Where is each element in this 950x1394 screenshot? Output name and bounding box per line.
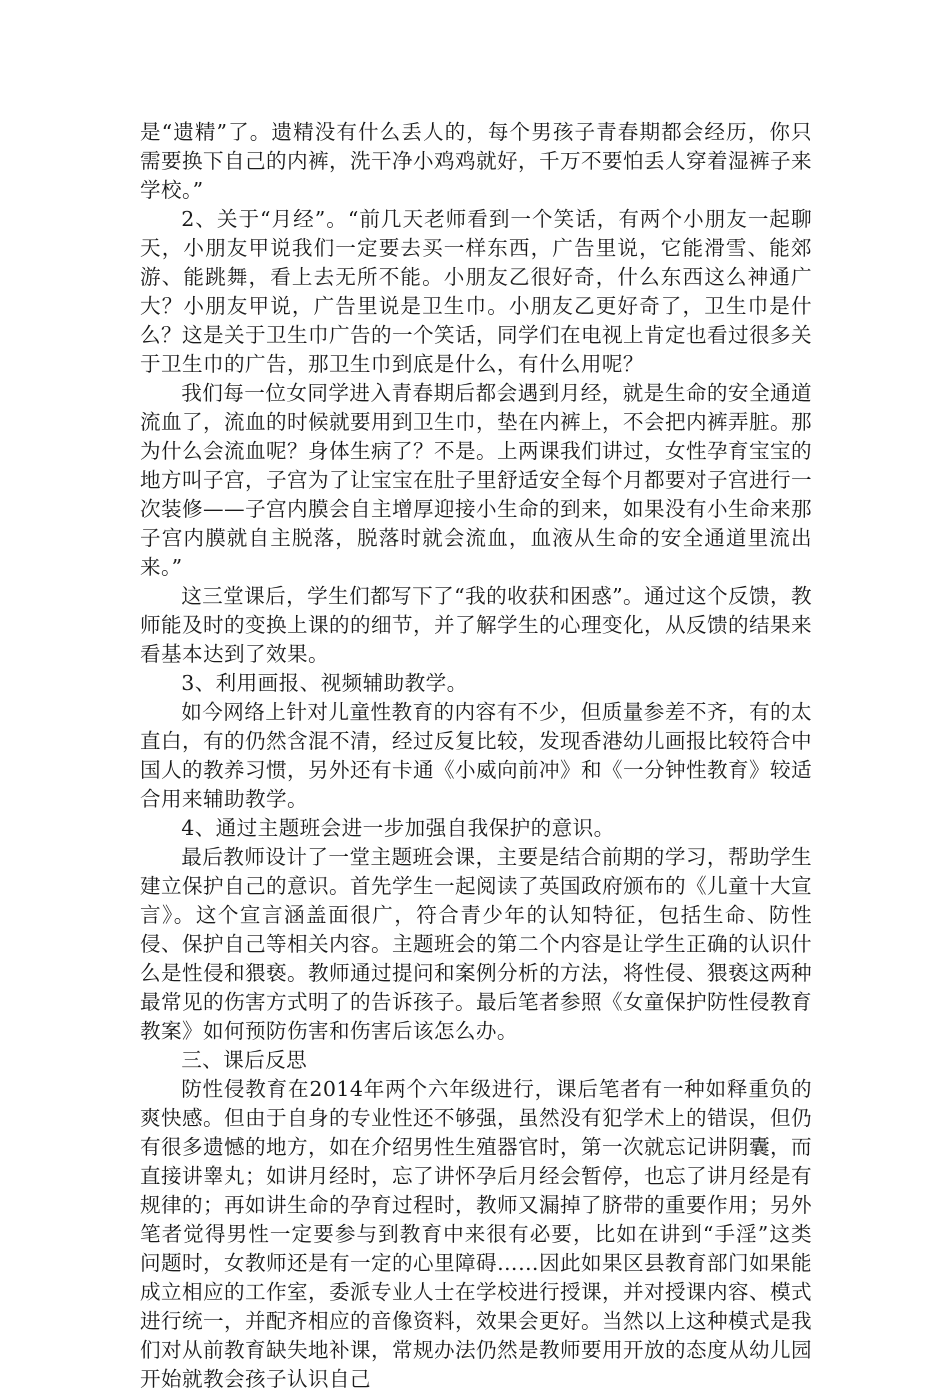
- paragraph-reflection: 防性侵教育在2014年两个六年级进行，课后笔者有一种如释重负的爽快感。但由于自身的专业性还不够强，虽然没有犯学术上的错误，但仍有很多遗憾的地方，如在介绍男性生殖器官时，第一次就忘记讲阴囊，而直接讲睾丸；如讲月经时，忘了讲怀孕后月经会暂停，也忘了讲月经是有规律的；再如讲生命的孕育过程时，教师又漏掉了脐带的重要作用；另外笔者觉得男性一定要参与到教育中来很有必要，比如在讲到“手淫”这类问题时，女教师还是有一定的心里障碍……因此如果区县教育部门如果能成立相应的工作室，委派专业人士在学校进行授课，并对授课内容、模式进行统一，并配齐相应的音像资料，效果会更好。当然以上这种模式是我们对从前教育缺失地补课，常规办法仍然是教师要用开放的态度从幼儿园开始就教会孩子认识自己: [140, 1077, 812, 1391]
- paragraph-menstruation-explanation: 我们每一位女同学进入青春期后都会遇到月经，就是生命的安全通道流血了，流血的时候就要用到卫生巾，垫在内裤上，不会把内裤弄脏。那为什么会流血呢？身体生病了？不是。上两课我们讲过，女性孕育宝宝的地方叫子宫，子宫为了让宝宝在肚子里舒适安全每个月都要对子宫进行一次装修——子宫内膜会自主增厚迎接小生命的到来，如果没有小生命来那子宫内膜就自主脱落，脱落时就会流血，血液从生命的安全通道里流出来。”: [140, 381, 812, 579]
- paragraph-feedback: 这三堂课后，学生们都写下了“我的收获和困惑”。通过这个反馈，教师能及时的变换上课的的细节，并了解学生的心理变化，从反馈的结果来看基本达到了效果。: [140, 584, 812, 666]
- document-body: [140, 118, 812, 1394]
- paragraph-media: 如今网络上针对儿童性教育的内容有不少，但质量参差不齐，有的太直白，有的仍然含混不清，经过反复比较，发现香港幼儿画报比较符合中国人的教养习惯，另外还有卡通《小威向前冲》和《一分钟性教育》较适合用来辅助教学。: [140, 700, 812, 811]
- paragraph-continuation: 是“遗精”了。遗精没有什么丢人的，每个男孩子青春期都会经历，你只需要换下自己的内裤，洗干净小鸡鸡就好，千万不要怕丢人穿着湿裤子来学校。”: [140, 120, 812, 202]
- paragraph-heading-class-meeting: 4、通过主题班会进一步加强自我保护的意识。: [181, 816, 615, 840]
- paragraph-menstruation-heading: 2、关于“月经”。“前几天老师看到一个笑话，有两个小朋友一起聊天，小朋友甲说我们一定要去买一样东西，广告里说，它能滑雪、能郊游、能跳舞，看上去无所不能。小朋友乙很好奇，什么东西这么神通广大？小朋友甲说，广告里说是卫生巾。小朋友乙更好奇了，卫生巾是什么？这是关于卫生巾广告的一个笑话，同学们在电视上肯定也看过很多关于卫生巾的广告，那卫生巾到底是什么，有什么用呢？: [140, 207, 812, 376]
- paragraph-heading-media: 3、利用画报、视频辅助教学。: [181, 671, 468, 695]
- paragraph-class-meeting: 最后教师设计了一堂主题班会课，主要是结合前期的学习，帮助学生建立保护自己的意识。首先学生一起阅读了英国政府颁布的《儿童十大宣言》。这个宣言涵盖面很广，符合青少年的认知特征，包括生命、防性侵、保护自己等相关内容。主题班会的第二个内容是让学生正确的认识什么是性侵和猥亵。教师通过提问和案例分析的方法，将性侵、猥亵这两种最常见的伤害方式明了的告诉孩子。最后笔者参照《女童保护防性侵教育教案》如何预防伤害和伤害后该怎么办。: [140, 845, 812, 1043]
- section-heading-reflection: 三、课后反思: [181, 1048, 308, 1072]
